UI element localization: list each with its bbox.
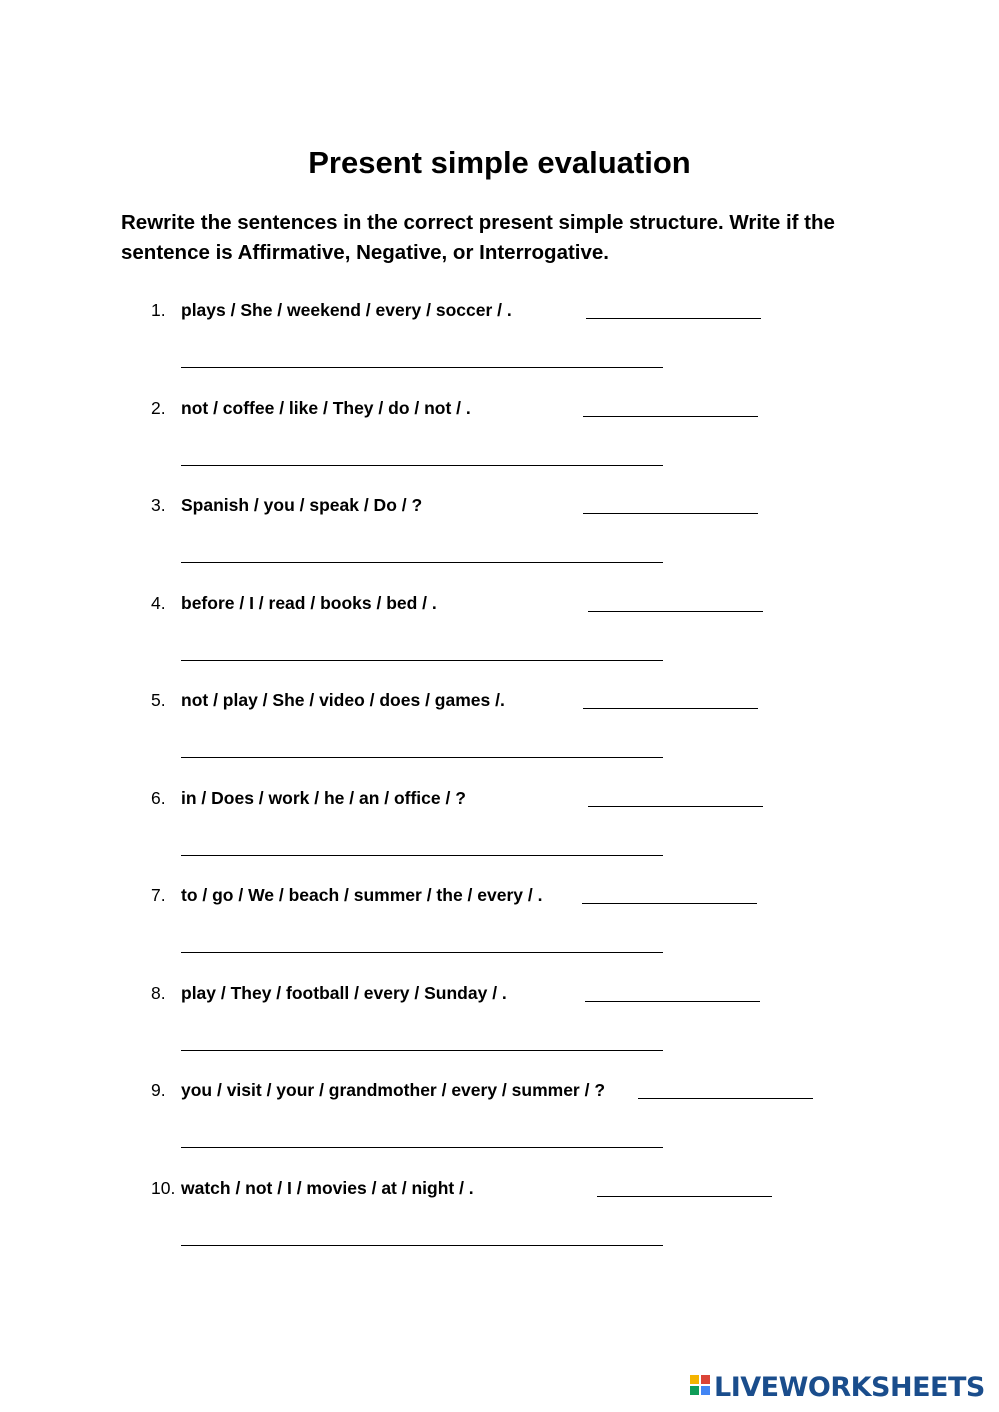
type-answer-blank[interactable] — [586, 318, 761, 319]
question-number: 4. — [151, 593, 166, 613]
answer-line[interactable] — [181, 952, 663, 953]
question-text: to / go / We / beach / summer / the / every / . — [181, 885, 543, 905]
question-text: play / They / football / every / Sunday / . — [181, 983, 507, 1003]
question-text: in / Does / work / he / an / office / ? — [181, 788, 466, 808]
liveworksheets-logo[interactable] — [690, 1370, 985, 1406]
question-number: 7. — [151, 885, 166, 905]
question-number: 10. — [151, 1178, 176, 1198]
answer-line[interactable] — [181, 1147, 663, 1148]
question-text: plays / She / weekend / every / soccer / . — [181, 300, 512, 320]
answer-line[interactable] — [181, 1050, 663, 1051]
question-number: 5. — [151, 690, 166, 710]
question-number: 9. — [151, 1080, 166, 1100]
question-number: 6. — [151, 788, 166, 808]
answer-line[interactable] — [181, 1245, 663, 1246]
question-text: before / I / read / books / bed / . — [181, 593, 437, 613]
type-answer-blank[interactable] — [588, 611, 763, 612]
answer-line[interactable] — [181, 367, 663, 368]
logo-square — [701, 1386, 710, 1395]
type-answer-blank[interactable] — [583, 513, 758, 514]
question-text: not / coffee / like / They / do / not / . — [181, 398, 471, 418]
answer-line[interactable] — [181, 660, 663, 661]
type-answer-blank[interactable] — [597, 1196, 772, 1197]
logo-square — [701, 1375, 710, 1384]
logo-square — [690, 1375, 699, 1384]
answer-line[interactable] — [181, 757, 663, 758]
question-text: not / play / She / video / does / games /. — [181, 690, 505, 710]
answer-line[interactable] — [181, 562, 663, 563]
type-answer-blank[interactable] — [583, 708, 758, 709]
instructions: Rewrite the sentences in the correct present simple structure. Write if the sentence is Affirmative, Negative, or Interrogative. — [121, 211, 835, 264]
type-answer-blank[interactable] — [585, 1001, 760, 1002]
question-number: 1. — [151, 300, 166, 320]
worksheet-title: Present simple evaluation — [308, 145, 691, 180]
logo-text: LIVEWORKSHEETS — [714, 1372, 985, 1403]
logo-square — [690, 1386, 699, 1395]
question-text: watch / not / I / movies / at / night / . — [181, 1178, 474, 1198]
question-number: 8. — [151, 983, 166, 1003]
type-answer-blank[interactable] — [638, 1098, 813, 1099]
question-number: 2. — [151, 398, 166, 418]
question-text: Spanish / you / speak / Do / ? — [181, 495, 423, 515]
type-answer-blank[interactable] — [582, 903, 757, 904]
logo-mark-icon — [690, 1375, 712, 1401]
type-answer-blank[interactable] — [588, 806, 763, 807]
question-number: 3. — [151, 495, 166, 515]
question-text: you / visit / your / grandmother / every / summer / ? — [181, 1080, 606, 1100]
answer-line[interactable] — [181, 465, 663, 466]
type-answer-blank[interactable] — [583, 416, 758, 417]
answer-line[interactable] — [181, 855, 663, 856]
